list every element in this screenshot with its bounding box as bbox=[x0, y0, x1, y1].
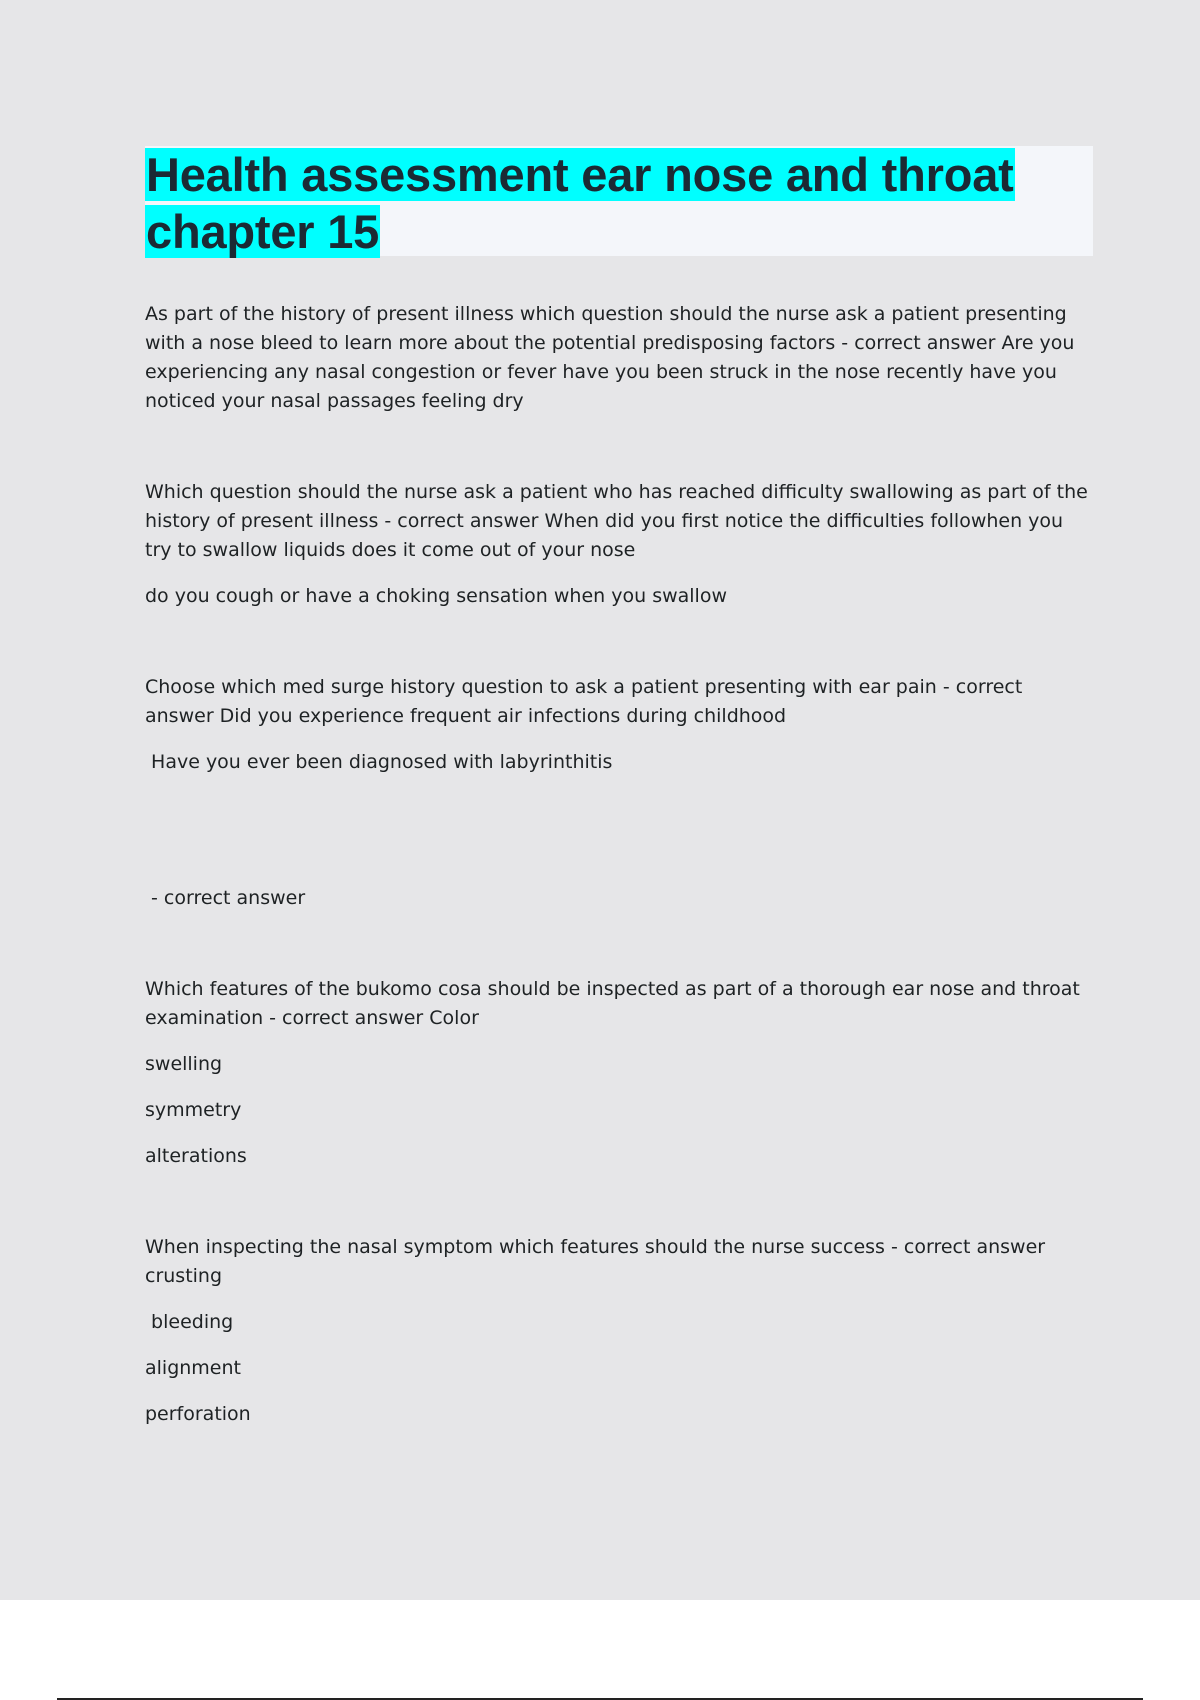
title-line-2: chapter 15 bbox=[146, 205, 380, 258]
question-6-item: perforation bbox=[145, 1403, 251, 1425]
question-6-text: When inspecting the nasal symptom which features should the nurse success - correct answer crusting bbox=[145, 1236, 1046, 1287]
question-3-text: Choose which med surge history question to ask a patient presenting with ear pain - correct answer Did you experience frequent air infections during childhood bbox=[145, 676, 1023, 727]
question-6-item: bleeding bbox=[145, 1311, 234, 1333]
question-2-extra: do you cough or have a choking sensation when you swallow bbox=[145, 585, 727, 607]
question-5-item: alterations bbox=[145, 1145, 247, 1167]
title-line-1: Health assessment ear nose and throat bbox=[146, 148, 1014, 201]
question-5-text: Which features of the bukomo cosa should be inspected as part of a thorough ear nose and throat examination - correct answer Color bbox=[145, 978, 1080, 1029]
question-5-item: swelling bbox=[145, 1053, 223, 1075]
document-body bbox=[145, 300, 1095, 1429]
question-4-text: - correct answer bbox=[145, 887, 306, 909]
question-6-item: alignment bbox=[145, 1357, 241, 1379]
title-box bbox=[145, 146, 1093, 256]
question-5-item: symmetry bbox=[145, 1099, 242, 1121]
question-1-text: As part of the history of present illness which question should the nurse ask a patient presenting with a nose bleed to learn more about the potential predisposing factors - correct answer Are you experiencing any nasal congestion or fever have you been struck in the nose recently have you noticed your nasal passages feeling dry bbox=[145, 303, 1075, 412]
question-3-extra: Have you ever been diagnosed with labyrinthitis bbox=[145, 751, 613, 773]
question-2-text: Which question should the nurse ask a patient who has reached difficulty swallowing as part of the history of present illness - correct answer When did you first notice the difficulties followhen you try to swallow liquids does it come out of your nose bbox=[145, 481, 1088, 561]
document-title bbox=[145, 146, 1093, 260]
